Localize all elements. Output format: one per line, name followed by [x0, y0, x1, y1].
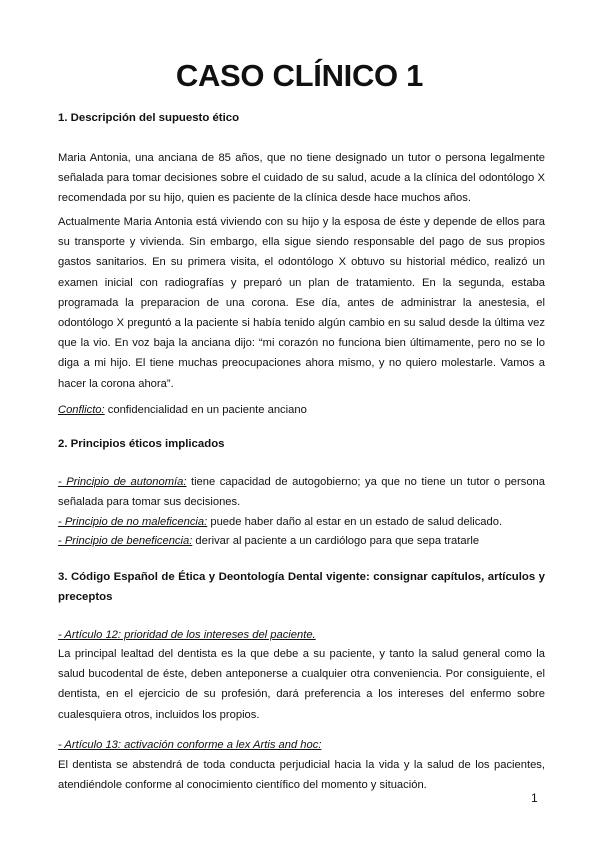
- article-12-title: - Artículo 12: prioridad de los intereses del paciente.: [58, 629, 316, 641]
- principle-beneficence-text: derivar al paciente a un cardiólogo para que sepa tratarle: [192, 535, 480, 547]
- conflict-line: [58, 400, 545, 420]
- principle-beneficence: [58, 531, 545, 551]
- document-title: CASO CLÍNICO 1: [175, 58, 424, 93]
- principle-non-maleficence-text: puede haber daño al estar en un estado de salud delicado.: [207, 516, 503, 528]
- section1-paragraph-2: Actualmente Maria Antonia está viviendo con su hijo y la esposa de éste y depende de ellos para su transporte y vivienda. Sin embargo, ella sigue siendo responsable del pago de sus propios gastos sanitarios. En su primera visita, el odontólogo X obtuvo su historial médico, realizó un examen inicial con radiografías y preparó un plan de tratamiento. En la segunda, estaba programada la preparacion de una corona. Ese día, antes de administrar la anestesia, el odontólogo X preguntó a la paciente si había tenido algún cambio en su salud desde la última vez que la vio. En voz baja la anciana dijo: “mi corazón no funciona bien últimamente, pero no se lo diga a mi hijo. El tiene muchas preocupaciones ahora mismo, y no quiero molestarle. Vamos a hacer la corona ahora”.: [58, 216, 545, 390]
- section1-paragraph-1: Maria Antonia, una anciana de 85 años, que no tiene designado un tutor o persona legalmente señalada para tomar decisiones sobre el cuidado de su salud, acude a la clínica del odontólogo X recomendada por su hijo, quien es paciente de la clínica desde hace muchos años.: [58, 152, 545, 205]
- principle-beneficence-label: - Principio de beneficencia:: [58, 535, 193, 547]
- conflict-text: confidencialidad en un paciente anciano: [104, 404, 307, 416]
- principle-non-maleficence-label: - Principio de no maleficencia:: [58, 516, 208, 528]
- article-12-label: [58, 625, 545, 645]
- article-12-text: La principal lealtad del dentista es la que debe a su paciente, y tanto la salud general como la salud bucodental de éste, deben anteponerse a cualquier otra conveniencia. Por consiguiente, el dentista, en el ejercicio de su profesión, dará preferencia a los intereses del enfermo sobre cualesquiera otros, incluidos los propios.: [58, 648, 545, 721]
- principle-non-maleficence: [58, 512, 545, 532]
- article-13-label: [58, 735, 545, 755]
- page-number: 1: [531, 791, 538, 805]
- section1-heading: 1. Descripción del supuesto ético: [58, 112, 240, 124]
- principle-autonomy-label: - Principio de autonomía:: [58, 476, 187, 488]
- section3-heading: 3. Código Español de Ética y Deontología Dental vigente: consignar capítulos, artículos y preceptos: [58, 571, 545, 604]
- principle-autonomy: [58, 472, 545, 512]
- article-13-text: El dentista se abstendrá de toda conducta perjudicial hacia la vida y la salud de los pacientes, atendiéndole conforme al conocimiento científico del momento y situación.: [58, 759, 545, 792]
- principle-autonomy-text: tiene capacidad de autogobierno; ya que no tiene un tutor o persona señalada para tomar sus decisiones.: [58, 476, 545, 509]
- conflict-label: Conflicto:: [58, 404, 105, 416]
- article-13-title: - Artículo 13: activación conforme a lex Artis and hoc:: [58, 739, 322, 751]
- section2-heading: 2. Principios éticos implicados: [58, 438, 225, 450]
